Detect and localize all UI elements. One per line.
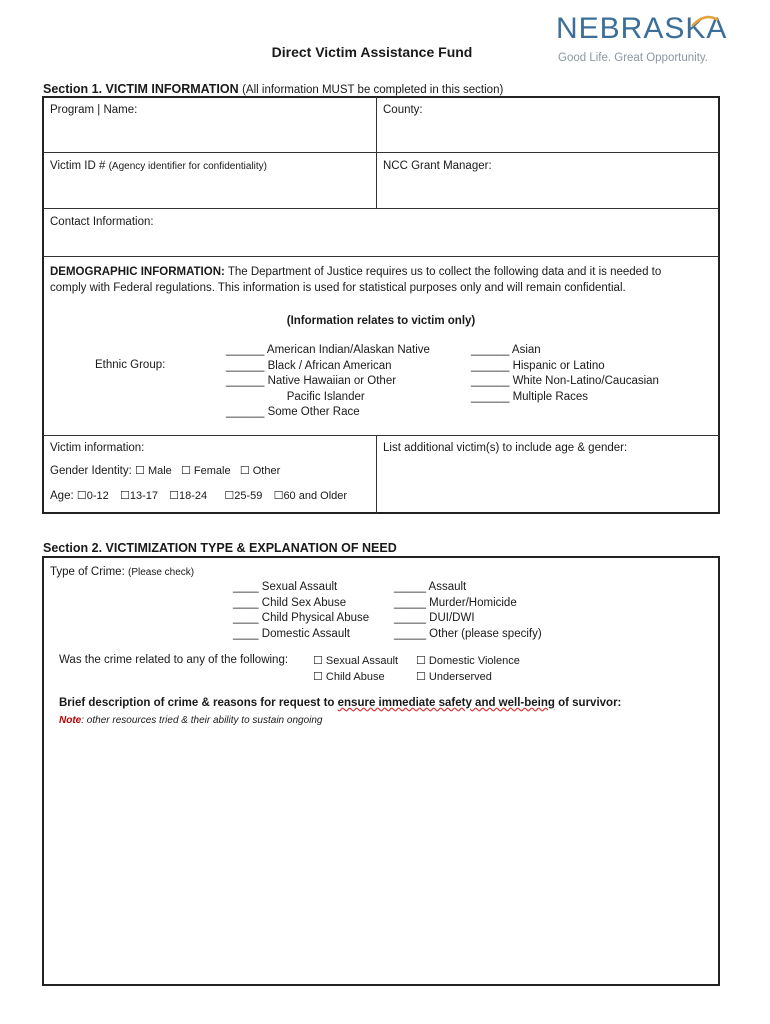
victim-info-label: Victim information: xyxy=(50,442,145,454)
section1-note: (All information MUST be completed in this section) xyxy=(242,84,504,96)
logo-tagline: Good Life. Great Opportunity. xyxy=(558,52,709,64)
additional-victims-field[interactable]: List additional victim(s) to include age & gender: xyxy=(383,442,628,454)
ethnic-option[interactable]: ______ Native Hawaiian or Other xyxy=(226,375,397,387)
age-row: Age: ☐0-12 ☐13-17 ☐18-24 ☐25-59 ☐60 and Older xyxy=(50,490,348,502)
related-sexual-assault-checkbox[interactable]: ☐ Sexual Assault xyxy=(313,655,399,667)
ethnic-option[interactable]: ______ Some Other Race xyxy=(226,406,360,418)
ethnic-options-left[interactable] xyxy=(226,343,430,421)
demographic-heading: DEMOGRAPHIC INFORMATION: xyxy=(50,266,225,278)
demographic-paragraph: DEMOGRAPHIC INFORMATION: The Department of Justice requires us to collect the following data and it is needed to comply with Federal regulations. This information is used for statistical purposes only and will remain confidential. xyxy=(50,266,662,294)
program-name-field[interactable]: Program | Name: xyxy=(50,104,138,116)
ethnic-group-label: Ethnic Group: xyxy=(95,359,166,371)
crime-options-right[interactable] xyxy=(394,580,542,642)
ethnic-option: Pacific Islander xyxy=(226,390,365,403)
divider xyxy=(43,256,719,257)
victim-id-note: (Agency identifier for confidentiality) xyxy=(108,161,268,172)
ethnic-option[interactable]: ______ Asian xyxy=(471,344,541,356)
gender-other-checkbox[interactable]: ☐ Other xyxy=(239,465,281,477)
related-domestic-violence-checkbox[interactable]: ☐ Domestic Violence xyxy=(416,655,520,667)
related-underserved-checkbox[interactable]: ☐ Underserved xyxy=(416,671,492,683)
section1-heading: Section 1. VICTIM INFORMATION (All information MUST be completed in this section) xyxy=(43,82,504,96)
divider xyxy=(43,208,719,209)
nebraska-logo: NEBRASKA xyxy=(556,12,728,45)
county-field[interactable]: County: xyxy=(383,104,423,116)
divider xyxy=(43,435,719,436)
crime-options-left[interactable] xyxy=(233,580,369,642)
crime-option[interactable]: _____ Other (please specify) xyxy=(394,627,542,640)
divider xyxy=(376,97,377,208)
age-0-12-checkbox[interactable]: ☐0-12 xyxy=(76,490,109,502)
age-25-59-checkbox[interactable]: ☐25-59 xyxy=(224,490,263,502)
info-relates-note: (Information relates to victim only) xyxy=(286,315,476,327)
crime-option[interactable]: _____ Murder/Homicide xyxy=(394,596,517,609)
crime-option[interactable]: _____ DUI/DWI xyxy=(394,612,475,624)
section2-heading: Section 2. VICTIMIZATION TYPE & EXPLANATION OF NEED xyxy=(43,541,397,555)
ethnic-options-right[interactable] xyxy=(471,343,659,405)
crime-option[interactable]: ____ Sexual Assault xyxy=(233,581,338,593)
related-child-abuse-checkbox[interactable]: ☐ Child Abuse xyxy=(313,671,385,683)
ethnic-option[interactable]: ______ Multiple Races xyxy=(471,390,588,403)
crime-type-label: Type of Crime: (Please check) xyxy=(50,566,195,578)
contact-info-field[interactable]: Contact Information: xyxy=(50,216,154,228)
ethnic-option[interactable]: ______ Hispanic or Latino xyxy=(471,359,605,372)
note-line: Note: other resources tried & their ability to sustain ongoing xyxy=(59,715,323,726)
grant-manager-field[interactable]: NCC Grant Manager: xyxy=(383,160,492,172)
gender-row: Gender Identity: ☐ Male ☐ Female ☐ Other xyxy=(50,465,281,477)
gender-female-checkbox[interactable]: ☐ Female xyxy=(181,465,231,477)
document-title: Direct Victim Assistance Fund xyxy=(271,44,473,60)
crime-option[interactable]: ____ Child Sex Abuse xyxy=(233,596,347,609)
age-60-older-checkbox[interactable]: ☐60 and Older xyxy=(273,490,348,502)
description-textarea[interactable] xyxy=(58,732,708,978)
ethnic-option[interactable]: ______ American Indian/Alaskan Native xyxy=(226,344,430,356)
divider xyxy=(376,436,377,513)
divider xyxy=(43,152,719,153)
ethnic-option[interactable]: ______ White Non-Latino/Caucasian xyxy=(471,375,659,387)
crime-option[interactable]: _____ Assault xyxy=(394,581,467,593)
related-question: Was the crime related to any of the following: xyxy=(59,654,289,666)
victim-id-field[interactable]: Victim ID # (Agency identifier for confidentiality) xyxy=(50,160,268,172)
crime-option[interactable]: ____ Child Physical Abuse xyxy=(233,612,370,624)
ethnic-option[interactable]: ______ Black / African American xyxy=(226,359,392,372)
crime-option[interactable]: ____ Domestic Assault xyxy=(233,627,350,640)
age-13-17-checkbox[interactable]: ☐13-17 xyxy=(119,490,158,502)
logo-swoosh-icon xyxy=(690,14,720,28)
brief-description-label: Brief description of crime & reasons for request to ensure immediate safety and well-being of survivor: xyxy=(59,697,622,709)
age-18-24-checkbox[interactable]: ☐18-24 xyxy=(169,490,208,502)
gender-male-checkbox[interactable]: ☐ Male xyxy=(135,465,172,477)
note-label: Note xyxy=(59,715,82,726)
